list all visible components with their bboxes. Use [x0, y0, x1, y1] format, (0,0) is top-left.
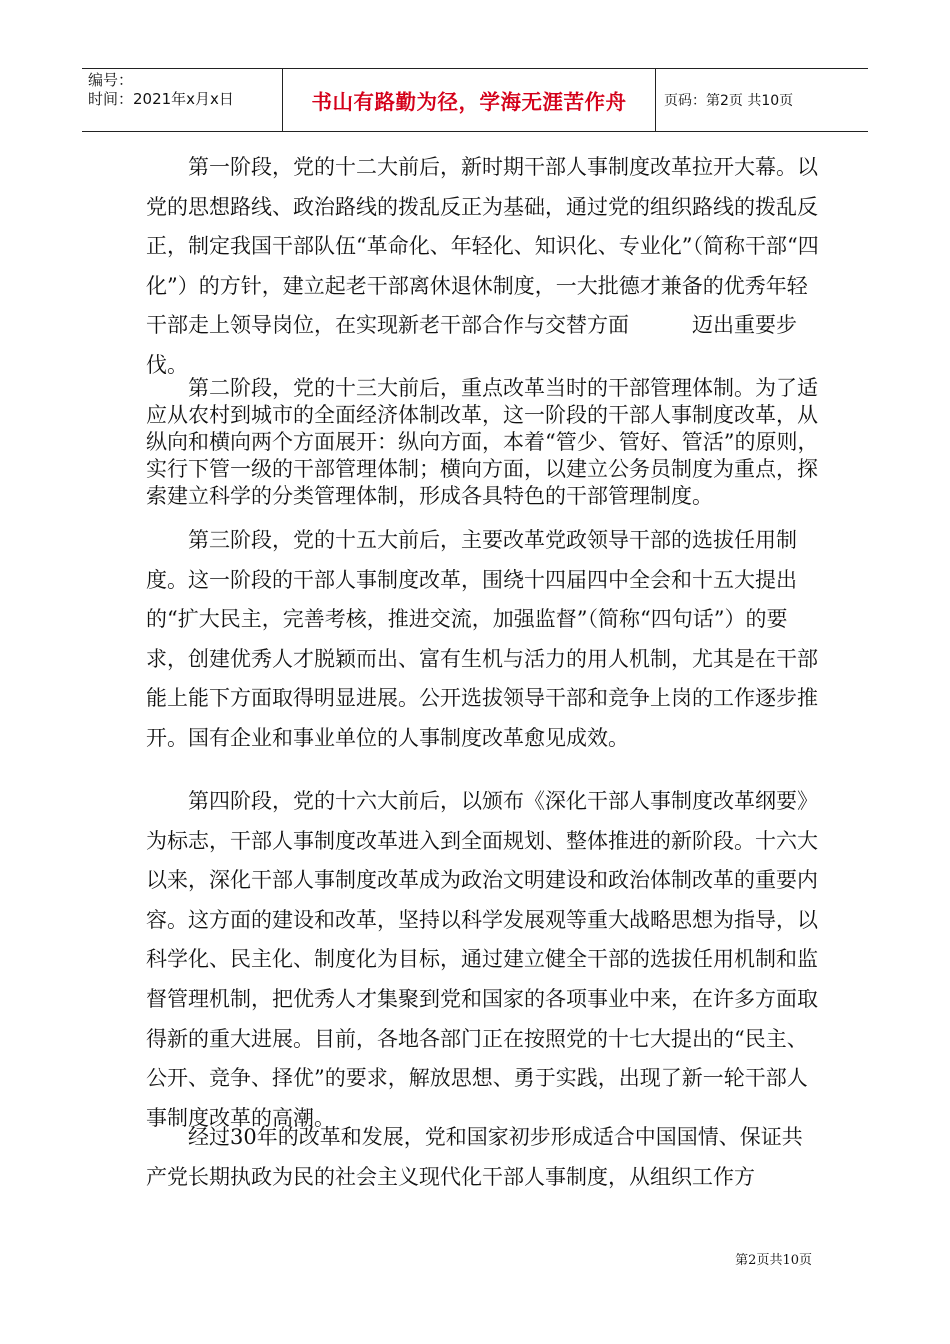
- document-time-label: 时间：2021年x月x日: [88, 90, 234, 108]
- paragraph-stage-1: 第一阶段，党的十二大前后，新时期干部人事制度改革拉开大幕。以党的思想路线、政治路线的拨乱反正为基础，通过党的组织路线的拨乱反正，制定我国干部队伍“革命化、年轻化、知识化、专业化”（简称干部“四化”）的方针，建立起老干部离休退休制度，一大批德才兼备的优秀年轻干部走上领导岗位，在实现新老干部合作与交替方面 迈出重要步伐。: [146, 155, 819, 377]
- paragraph-summary: 经过30年的改革和发展，党和国家初步形成适合中国国情、保证共产党长期执政为民的社会主义现代化干部人事制度，从组织工作方: [146, 1125, 803, 1189]
- document-number-label: 编号：: [88, 71, 134, 89]
- paragraph-stage-4: 第四阶段，党的十六大前后，以颁布《深化干部人事制度改革纲要》为标志，干部人事制度改革进入到全面规划、整体推进的新阶段。十六大以来，深化干部人事制度改革成为政治文明建设和政治体制改革的重要内容。这方面的建设和改革，坚持以科学发展观等重大战略思想为指导，以科学化、民主化、制度化为目标，通过建立健全干部的选拔任用机制和监督管理机制，把优秀人才集聚到党和国家的各项事业中来，在许多方面取得新的重大进展。目前，各地各部门正在按照党的十七大提出的“民主、公开、竞争、择优”的要求，解放思想、勇于实践，出现了新一轮干部人事制度改革的高潮。: [146, 789, 818, 1130]
- page-header: [82, 68, 868, 132]
- header-motto-cell: [283, 69, 656, 131]
- paragraph-stage-3: 第三阶段，党的十五大前后，主要改革党政领导干部的选拔任用制度。这一阶段的干部人事制度改革，围绕十四届四中全会和十五大提出的“扩大民主，完善考核，推进交流，加强监督”（简称“四句话”）的要求，创建优秀人才脱颖而出、富有生机与活力的用人机制，尤其是在干部能上能下方面取得明显进展。公开选拔领导干部和竞争上岗的工作逐步推开。国有企业和事业单位的人事制度改革愈见成效。: [146, 528, 818, 750]
- header-motto: 书山有路勤为径，学海无涯苦作舟: [311, 90, 627, 114]
- header-page-info: 页码：第2页 共10页: [664, 93, 794, 109]
- paragraph-stage-2: 第二阶段，党的十三大前后，重点改革当时的干部管理体制。为了适应从农村到城市的全面经济体制改革，这一阶段的干部人事制度改革，从纵向和横向两个方面展开：纵向方面，本着“管少、管好、管活”的原则，实行下管一级的干部管理体制；横向方面，以建立公务员制度为重点，探索建立科学的分类管理体制，形成各具特色的干部管理制度。: [146, 376, 819, 508]
- header-meta: [82, 69, 283, 131]
- page-footer: 第2页共10页: [735, 1253, 812, 1268]
